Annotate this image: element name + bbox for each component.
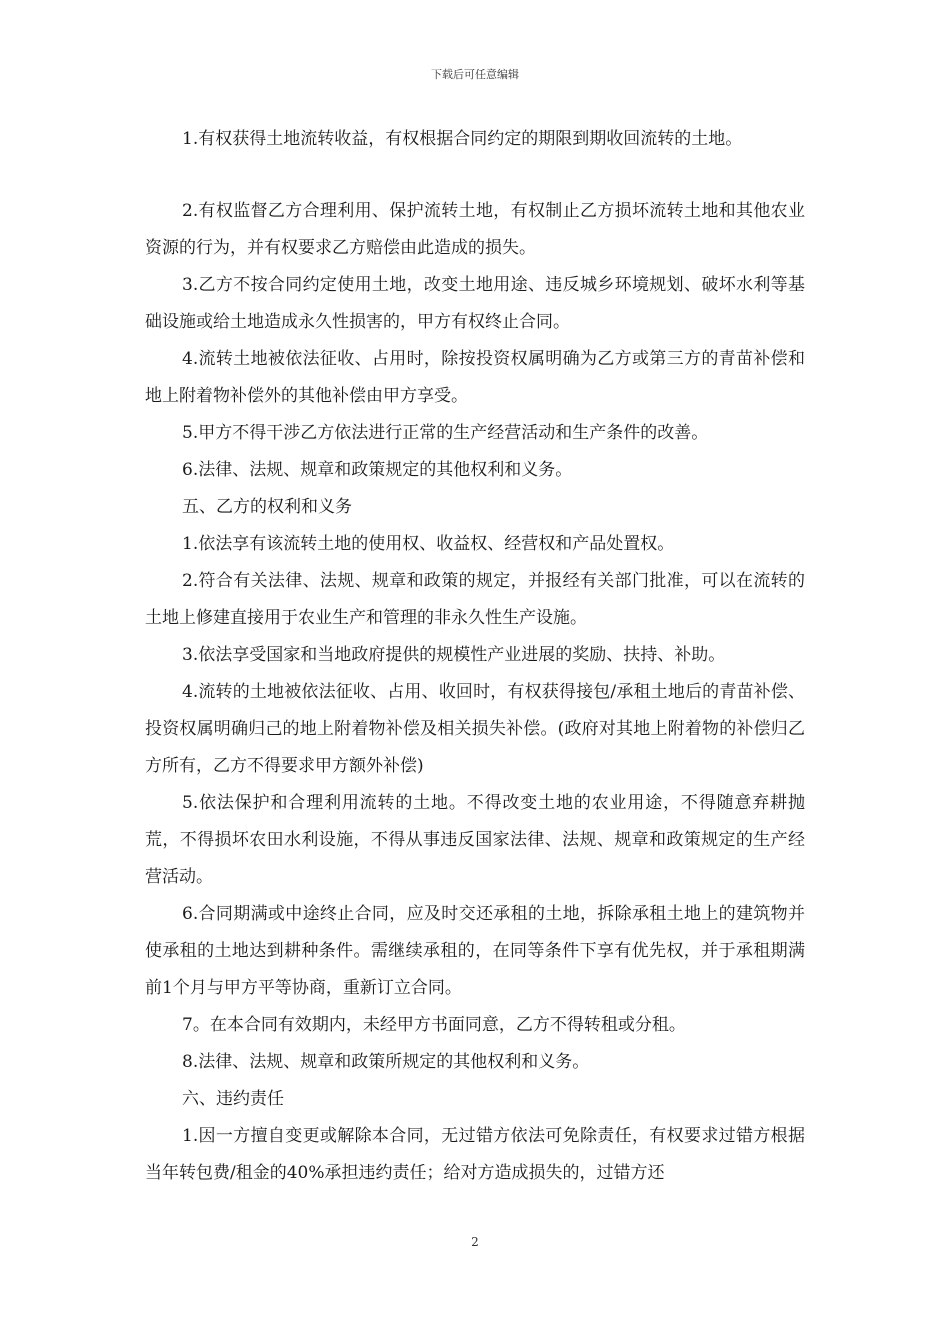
document-body <box>145 121 805 1192</box>
paragraph-a2: 2.有权监督乙方合理利用、保护流转土地，有权制止乙方损坏流转土地和其他农业资源的行为，并有权要求乙方赔偿由此造成的损失。 <box>145 201 805 258</box>
paragraph-b7: 7。在本合同有效期内，未经甲方书面同意，乙方不得转租或分租。 <box>182 1015 686 1035</box>
section-heading-6: 六、违约责任 <box>182 1089 284 1109</box>
paragraph-a5: 5.甲方不得干涉乙方依法进行正常的生产经营活动和生产条件的改善。 <box>182 423 709 443</box>
page-header: 下载后可任意编辑 <box>431 68 519 81</box>
paragraph-c1: 1.因一方擅自变更或解除本合同，无过错方依法可免除责任，有权要求过错方根据当年转包费/租金的40%承担违约责任；给对方造成损失的，过错方还 <box>145 1126 805 1183</box>
paragraph-spacer <box>145 158 805 193</box>
paragraph-b1: 1.依法享有该流转土地的使用权、收益权、经营权和产品处置权。 <box>182 534 675 554</box>
section-heading-5: 五、乙方的权利和义务 <box>182 497 352 517</box>
paragraph-b2: 2.符合有关法律、法规、规章和政策的规定，并报经有关部门批准，可以在流转的土地上修建直接用于农业生产和管理的非永久性生产设施。 <box>145 571 805 628</box>
paragraph-b6: 6.合同期满或中途终止合同，应及时交还承租的土地，拆除承租土地上的建筑物并使承租的土地达到耕种条件。需继续承租的，在同等条件下享有优先权，并于承租期满前1个月与甲方平等协商，重新订立合同。 <box>145 904 805 998</box>
paragraph-b8: 8.法律、法规、规章和政策所规定的其他权利和义务。 <box>182 1052 590 1072</box>
paragraph-b5: 5.依法保护和合理利用流转的土地。不得改变土地的农业用途，不得随意弃耕抛荒，不得损坏农田水利设施，不得从事违反国家法律、法规、规章和政策规定的生产经营活动。 <box>145 793 805 887</box>
paragraph-b3: 3.依法享受国家和当地政府提供的规模性产业进展的奖励、扶持、补助。 <box>182 645 726 665</box>
paragraph-b4: 4.流转的土地被依法征收、占用、收回时，有权获得接包/承租土地后的青苗补偿、投资权属明确归己的地上附着物补偿及相关损失补偿。(政府对其地上附着物的补偿归乙方所有，乙方不得要求甲方额外补偿) <box>145 682 805 776</box>
paragraph-a3: 3.乙方不按合同约定使用土地，改变土地用途、违反城乡环境规划、破坏水利等基础设施或给土地造成永久性损害的，甲方有权终止合同。 <box>145 275 805 332</box>
paragraph-a4: 4.流转土地被依法征收、占用时，除按投资权属明确为乙方或第三方的青苗补偿和地上附着物补偿外的其他补偿由甲方享受。 <box>145 349 805 406</box>
paragraph-a1: 1.有权获得土地流转收益，有权根据合同约定的期限到期收回流转的土地。 <box>182 129 743 149</box>
paragraph-a6: 6.法律、法规、规章和政策规定的其他权利和义务。 <box>182 460 573 480</box>
page-number: 2 <box>471 1235 479 1249</box>
